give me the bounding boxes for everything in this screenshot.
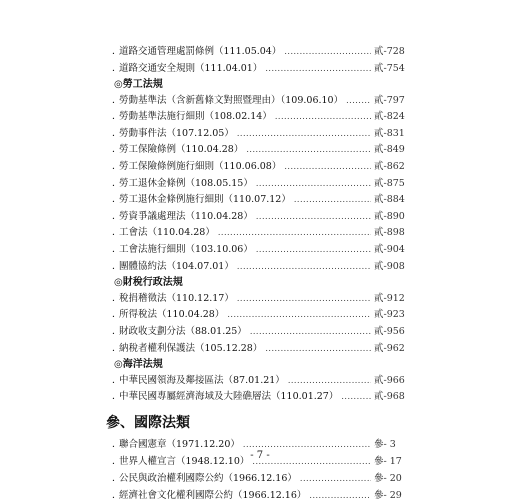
entry-title: 工會法施行細則（103.10.06） (119, 244, 253, 256)
toc-entry[interactable] (112, 242, 412, 259)
bullet: ． (112, 292, 122, 304)
section-heading: ◎財稅行政法規 (114, 277, 183, 289)
toc-entry[interactable] (112, 109, 412, 126)
bullet: ． (112, 244, 122, 256)
leader-dots (237, 291, 371, 308)
entry-page: 貳-904 (374, 244, 405, 256)
bullet: ． (112, 309, 122, 321)
entry-title: 勞動基準法施行細則（108.02.14） (119, 111, 272, 123)
bullet: ． (112, 391, 122, 403)
table-of-contents (106, 44, 412, 504)
entry-page: 參- 29 (374, 489, 402, 501)
bullet: ． (112, 111, 122, 123)
toc-entry[interactable] (112, 225, 412, 242)
entry-title: 納稅者權利保護法（105.12.28） (119, 342, 263, 354)
toc-group-labor (112, 77, 412, 275)
entry-title: 工會法（110.04.28） (119, 227, 215, 239)
toc-entry[interactable] (112, 341, 412, 358)
leader-dots (284, 159, 371, 176)
entry-title: 勞動基準法（含新舊條文對照暨理由）（109.06.10） (119, 94, 344, 106)
toc-entry[interactable] (112, 44, 412, 61)
toc-entry[interactable] (112, 307, 412, 324)
entry-page: 參- 17 (374, 455, 402, 467)
leader-dots (237, 126, 371, 143)
section-heading: ◎海洋法規 (114, 359, 163, 371)
leader-dots (227, 307, 371, 324)
toc-entry[interactable] (112, 470, 412, 487)
entry-page: 貳-956 (374, 325, 405, 337)
bullet: ． (112, 161, 122, 173)
entry-page: 貳-890 (374, 210, 405, 222)
toc-entry[interactable] (112, 209, 412, 226)
toc-entry[interactable] (112, 259, 412, 276)
bullet: ． (112, 472, 122, 484)
bullet: ． (112, 455, 122, 467)
toc-entry[interactable] (112, 373, 412, 390)
bullet: ． (112, 325, 122, 337)
leader-dots (288, 373, 371, 390)
entry-page: 貳-824 (374, 111, 405, 123)
bullet: ． (112, 210, 122, 222)
toc-entry[interactable] (112, 93, 412, 110)
entry-title: 稅捐稽徵法（110.12.17） (119, 292, 234, 304)
toc-group-traffic (112, 44, 412, 77)
bullet: ． (112, 342, 122, 354)
entry-title: 勞工保險條例（110.04.28） (119, 144, 244, 156)
entry-title: 勞資爭議處理法（110.04.28） (119, 210, 253, 222)
toc-entry[interactable] (112, 159, 412, 176)
bullet: ． (112, 374, 122, 386)
bullet: ． (112, 62, 122, 74)
leader-dots (284, 44, 371, 61)
section-heading: ◎勞工法規 (114, 79, 163, 91)
entry-title: 聯合國憲章（1971.12.20） (119, 438, 240, 450)
toc-entry[interactable] (112, 291, 412, 308)
leader-dots (218, 225, 371, 242)
entry-page: 貳-968 (374, 391, 405, 403)
toc-entry[interactable] (112, 192, 412, 209)
leader-dots (346, 93, 371, 110)
leader-dots (341, 389, 371, 406)
bullet: ． (112, 260, 122, 272)
bullet: ． (112, 144, 122, 156)
toc-entry[interactable] (112, 324, 412, 341)
entry-title: 勞工退休金條例（108.05.15） (119, 177, 253, 189)
leader-dots (275, 109, 371, 126)
leader-dots (309, 487, 371, 504)
entry-page: 貳-862 (374, 161, 405, 173)
entry-title: 中華民國領海及鄰接區法（87.01.21） (119, 374, 285, 386)
toc-group-tax (112, 275, 412, 357)
leader-dots (265, 61, 371, 78)
entry-title: 中華民國專屬經濟海域及大陸礁層法（110.01.27） (119, 391, 339, 403)
entry-page: 貳-884 (374, 194, 405, 206)
entry-title: 勞動事件法（107.12.05） (119, 127, 234, 139)
entry-page: 貳-908 (374, 260, 405, 272)
toc-entry[interactable] (112, 126, 412, 143)
leader-dots (250, 324, 371, 341)
entry-title: 經濟社會文化權利國際公約（1966.12.16） (119, 489, 307, 501)
entry-page: 參- 20 (374, 472, 402, 484)
leader-dots (246, 142, 371, 159)
entry-page: 參- 3 (374, 438, 396, 450)
toc-entry[interactable] (112, 487, 412, 504)
bullet: ． (112, 194, 122, 206)
part-heading: 參、國際法類 (106, 414, 190, 431)
page-number: - 7 - (250, 450, 270, 461)
bullet: ． (112, 227, 122, 239)
bullet: ． (112, 46, 122, 57)
entry-page: 貳-849 (374, 144, 405, 156)
leader-dots (256, 242, 371, 259)
entry-page: 貳-797 (374, 94, 405, 106)
entry-title: 道路交通安全規則（111.04.01） (119, 62, 263, 74)
bullet: ． (112, 177, 122, 189)
toc-group-ocean (112, 357, 412, 406)
entry-page: 貳-831 (374, 127, 405, 139)
entry-title: 所得稅法（110.04.28） (119, 309, 225, 321)
toc-entry[interactable] (112, 142, 412, 159)
bullet: ． (112, 438, 122, 450)
bullet: ． (112, 94, 122, 106)
toc-entry[interactable] (112, 389, 412, 406)
entry-page: 貳-728 (374, 46, 405, 57)
entry-page: 貳-898 (374, 227, 405, 239)
entry-page: 貳-875 (374, 177, 405, 189)
entry-title: 財政收支劃分法（88.01.25） (119, 325, 247, 337)
entry-page: 貳-966 (374, 374, 405, 386)
entry-title: 勞工保險條例施行細則（110.06.08） (119, 161, 282, 173)
leader-dots (294, 192, 371, 209)
bullet: ． (112, 489, 122, 501)
entry-page: 貳-912 (374, 292, 405, 304)
toc-entry[interactable] (112, 61, 412, 78)
leader-dots (265, 341, 371, 358)
entry-title: 公民與政治權利國際公約（1966.12.16） (119, 472, 297, 484)
leader-dots (300, 470, 371, 487)
entry-page: 貳-754 (374, 62, 405, 74)
leader-dots (237, 259, 371, 276)
entry-page: 貳-923 (374, 309, 405, 321)
toc-entry[interactable] (112, 176, 412, 193)
bullet: ． (112, 127, 122, 139)
entry-title: 道路交通管理處罰條例（111.05.04） (119, 46, 282, 57)
entry-title: 勞工退休金條例施行細則（110.07.12） (119, 194, 291, 206)
leader-dots (256, 176, 371, 193)
entry-title: 世界人權宣言（1948.12.10） (119, 455, 250, 467)
entry-page: 貳-962 (374, 342, 405, 354)
leader-dots (256, 209, 371, 226)
entry-title: 團體協約法（104.07.01） (119, 260, 234, 272)
